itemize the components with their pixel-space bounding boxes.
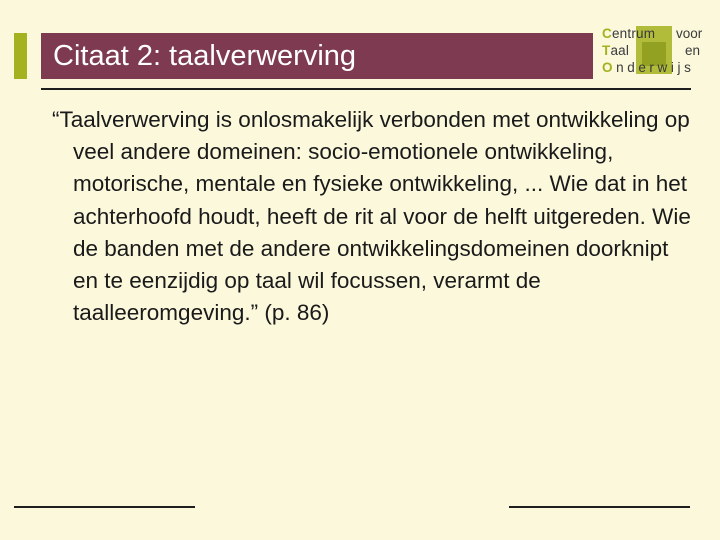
title-bar [41,33,593,79]
logo-centrum-voor-taal-en-onderwijs [602,22,706,80]
logo-line-2-right: en [685,43,701,58]
logo-line-2: Taal [602,43,630,58]
quote-text: “Taalverwerving is onlosmakelijk verbonden met ontwikkeling op veel andere domeinen: socio-emotionele ontwikkeling, motorische, mentale en fysieke ontwikkeling, ... Wie dat in het achterhoofd houdt, heeft de rit al voor de helft uitgereden. Wie de banden met de andere ontwikkelingsdomeinen doorknipt en te eenzijdig op taal wil focussen, verarmt de taalleeromgeving.” (p. 86) [52,107,691,326]
footer-divider-right [509,506,690,508]
slide-title: Citaat 2: taalverwerving [53,40,357,72]
footer-divider-left [14,506,195,508]
title-accent-bar [14,33,27,79]
logo-line-3: Onderwijs [602,60,695,75]
header-divider [41,88,691,90]
logo-line-1-right: voor [676,26,703,41]
logo-line-1: Centrum [602,26,656,41]
